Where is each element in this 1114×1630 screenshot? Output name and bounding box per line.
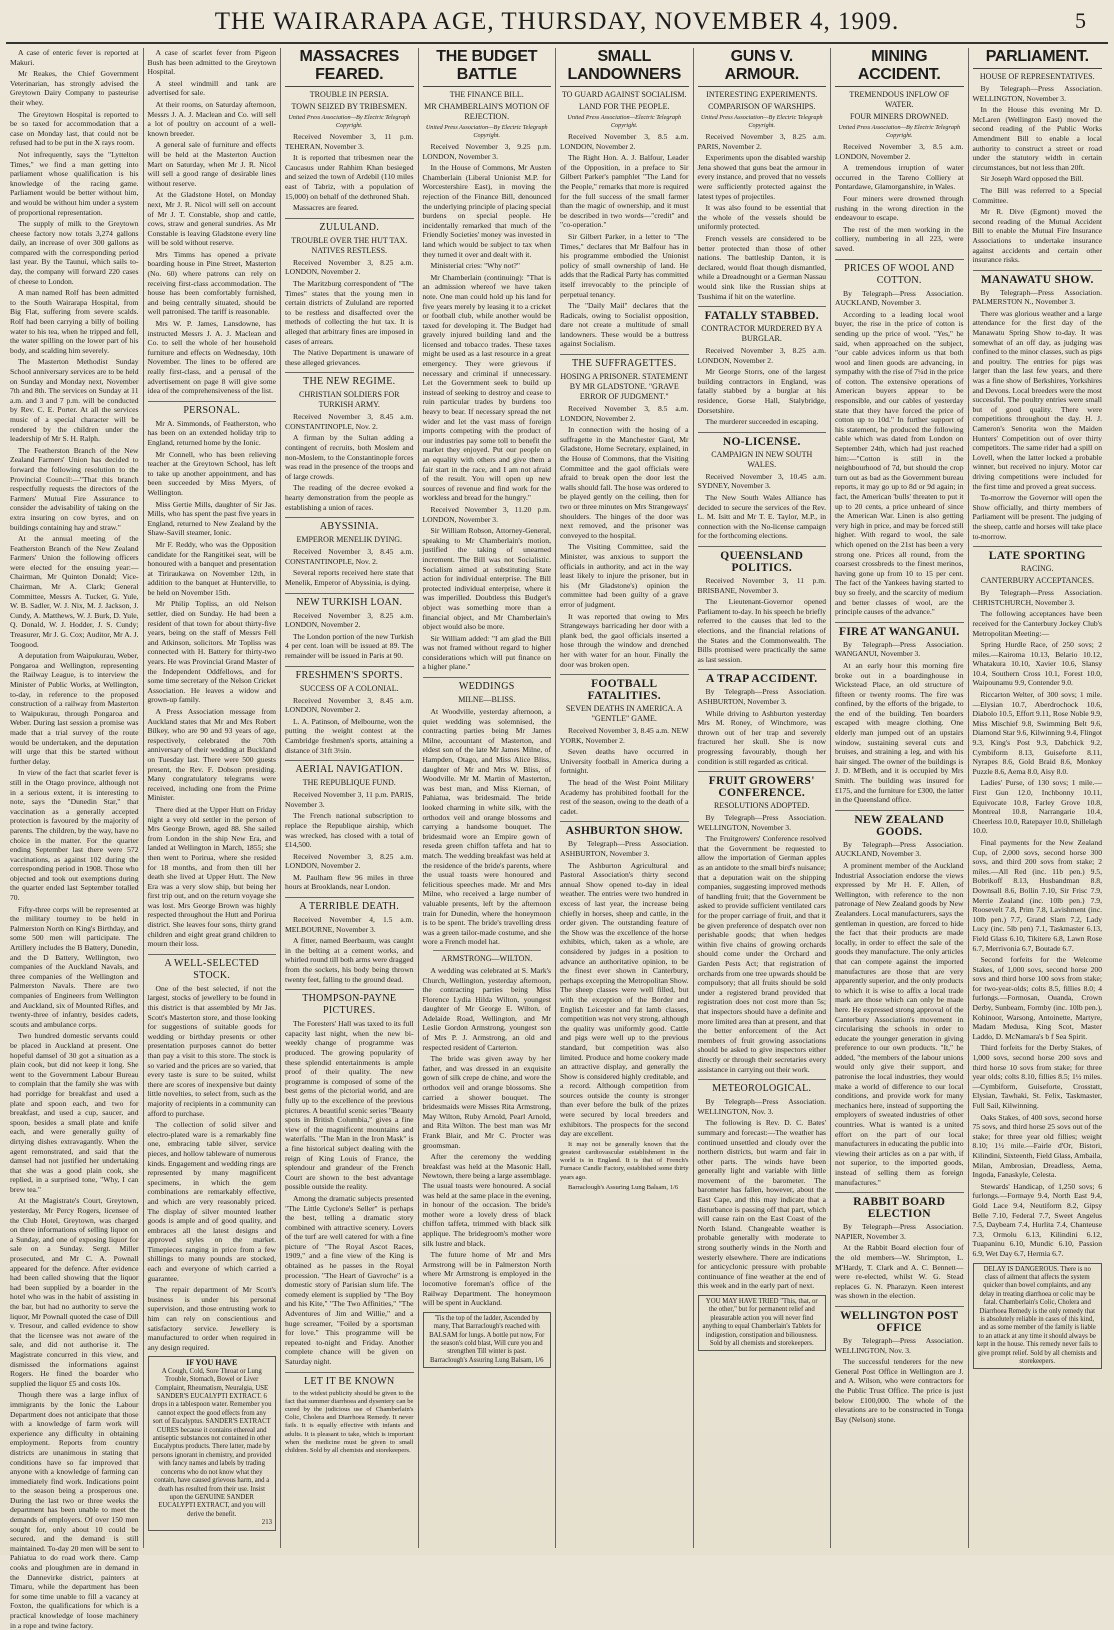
paragraph: Ministerial cries: "Why not?" — [430, 261, 520, 271]
balsam-footer: Barraclough's Assuring Lung Balsam, 1/6 — [568, 1183, 679, 1191]
paragraph: Mr Chamberlain (continuing): "That is an admission whereof we have taken note. One man could hold up his land for five years merely by leasing it to a cricket or football club, while another would be taxed for developing it. The Budget had gravely injured building land and the licensed and tobacco trades. These taxes might be used as a last resource in a great emergency. They were grievous if necessary and criminal if unnecessary. Let the Government seek to build up instead of seeking to destroy and cease to ruin particular trades by burdens too heavy to bear. If necessary spread the net wider and let the vast mass of foreign imports competing with the product of our industries pay some toll to benefit the market they enjoyed. Put our people on an equality with others and give them a fair start in the race, and I am not afraid of the result. You will open up new sources of revenue and find work for the workless and bread for the hungry." — [422, 272, 551, 503]
paragraph: The rest of the men working in the colliery, numbering in all 223, were saved. — [835, 224, 964, 253]
paragraph: The New South Wales Alliance has decided to secure the services of the Rev. L. M. Isitt and Mr T. E. Taylor, M.P., in connection with the No-license campaign for the forthcoming elections. — [697, 493, 826, 541]
manawatu-heading: MANAWATU SHOW. — [973, 270, 1103, 286]
paragraph: Not infrequently, says the "Lyttelton Times," we find a man getting into parliament whose qualification is his knowledge of the racing game. Parliament would be better without him, and would be without him under a system of proportional representation. — [10, 149, 139, 217]
subhead-inflow: TREMENDOUS INFLOW OF WATER. — [849, 90, 950, 109]
subhead-finance-bill: THE FINANCE BILL. — [449, 90, 524, 99]
canterbury-subhead: CANTERBURY ACCEPTANCES. — [980, 576, 1094, 586]
paragraph: Received November 3, 11 p.m. PARIS, November 3. — [285, 790, 414, 809]
paragraph: A wedding was celebrated at S. Mark's Church, Wellington, yesterday afternoon, the contracting parties being Miss Florence Lydia Hilda Wilton, youngest daughter of Mr George E. Wilton, of Adelaide Road, Wellington, and Mr Leslie Gordon Armstrong, youngest son of Mrs P. J. Armstrong, an old and respected resident of Carterton. — [422, 965, 551, 1052]
paragraph: It is reported that tribesmen near the Caucasus under Rahhim Khan besieged and seized the town of Ardebil (110 miles east of Tabriz, with a population of 15,000) on behalf of the dethroned Shah. — [285, 153, 414, 201]
paragraph: At the Rabbit Board election four of the old members—W. Shrimpton, L. M'Hardy, T. Clark and A. C. Bennett—were re-elected, whilst W. G. Stead replaces G. N. Pharazyn. Keen interest was shown in the election. — [835, 1243, 964, 1301]
headline-budget-battle: THE BUDGET BATTLE — [423, 48, 552, 87]
paragraph: The following is Rev. D. C. Bates' summary and forecast:—The weather has continued unsettled and cloudy over the northern districts, but warm and fair in other parts. The winds have been generally light and variable with little movement of the barometer. The barometer has fallen, however, about the East Cape, and this may indicate that a disturbance is passing off that part, which will cause rain on the East Coast of the North Island. Changeable weather is probable generally with moderate to strong southerly winds in the North and westerly elsewhere. There are indications for anticyclonic pressure with probable continuance of fine weather at the end of this week and in the early part of next. — [697, 1118, 826, 1291]
paragraph: The French national subscription to replace the Republique airship, which was wrecked, has closed with a total of £14,500. — [285, 811, 414, 850]
sporting-heading: LATE SPORTING — [973, 546, 1103, 562]
paragraph: A fitter, named Beerbaum, was caught in the belting at a cement works, and whirled round till both arms were dragged from the sockets, his body being thrown twenty feet, falling to the ground dead. — [285, 936, 414, 984]
paragraph: At their rooms, on Saturday afternoon, Messrs J. A. J. Maclean and Co. will sell a lot of poultry on account of a well-known breeder. — [147, 99, 276, 138]
eucalypti-advertisement — [148, 1356, 277, 1530]
aerial-subhead: THE REPUBLIQUE FUND. — [302, 778, 396, 788]
paragraph: By Telegraph—Press Association. NAPIER, November 3. — [835, 1222, 964, 1241]
paragraph: Received November 3, 8.45 a.m. NEW YORK, November 2. — [560, 726, 689, 745]
column-6 — [694, 48, 832, 1548]
paragraph: The successful tenderers for the new General Post Office in Wellington are J. and A. Wilson, who were contractors for the Public Trust Office. The price is just below £100,000. The whole of the elevations are to be constructed in Tonga Bay (Nelson) stone. — [835, 1357, 964, 1424]
wire-credit: United Press Association—By Electric Telegraph Copyright. — [288, 114, 411, 129]
paragraph: The London portion of the new Turkish 4 per cent. loan will be issued at 89. The remainder will be issued in Paris at 90. — [285, 631, 414, 660]
post-office-heading: WELLINGTON POST OFFICE — [835, 1306, 964, 1334]
paragraph: Mr F. Reddy, who was the Opposition candidate for the Rangitikei seat, will be honoured with a banquet and presentation at Tiriraukawa on November 12th, in addition to the banquet at Hunterville, to be held on November 15th. — [147, 539, 276, 597]
meteorological-article — [698, 1097, 827, 1291]
zululand-subhead: TROUBLE OVER THE HUT TAX. NATIVES RESTLESS. — [291, 235, 408, 255]
post-office-article — [835, 1336, 964, 1424]
verse: 'Tis the top of the ladder, Ascended by many, That Barraclough's reached with BALSAM for lungs. A bottle put now, For the season's cold blast, Will cure you and strengthen Till winter is past. — [429, 1314, 545, 1356]
no-license-subhead: CAMPAIGN IN NEW SOUTH WALES. — [711, 449, 813, 469]
paragraph: Riccarton Welter, of 300 sovs; 1 mile.—Elysian 10.7, Aberdrochock 10.6, Diabolo 10.5, Effort 9.11, Rose Noble 9.9, Miss Mischief 9.8, Swimming Belt 9.6, Diamond Star 9.6, Kilwinning 9.4, Flingot 9.3, King's Post 9.3, Dabchick 9.2, Cymbiform 8.13, Guiseforte 8.11, Nyrapes 8.6, Gold Braid 8.6, Monkey Puzzle 8.6, Aema 8.0, Aisy 8.0. — [972, 690, 1102, 776]
subhead-town-seized: TOWN SEIZED BY TRIBESMEN. — [291, 102, 407, 111]
paragraph: By Telegraph—Press Association. WELLINGTON, November 3. — [697, 813, 826, 832]
stabbed-heading: FATALLY STABBED. — [698, 306, 827, 322]
paragraph: Experiments upon the disabled warship Jena showed that guns beat the armour in every instance, and proved that no vessels were sufficiently protected against the latest types of projectiles. — [697, 153, 826, 201]
aerial-article — [285, 790, 414, 892]
regime-heading: THE NEW REGIME. — [285, 372, 414, 388]
paragraph: The Native Department is unaware of these alleged grievances. — [285, 348, 414, 367]
column-8 — [969, 48, 1107, 1548]
freshmen-article — [285, 696, 414, 756]
column-3 — [281, 48, 419, 1548]
abyssinia-heading: ABYSSINIA. — [285, 517, 414, 533]
fruit-heading: FRUIT GROWERS' CONFERENCE. — [698, 771, 827, 799]
stabbed-article — [698, 346, 827, 427]
paragraph: Mrs W. P. James, Lansdowne, has instructed Messrs J. A. J. Maclean and Co. to sell the whole of her household furniture and effects on Wednesday, 10th November. The lines to be offered are really first-class, and a perusal of the advertisement on page 8 will give some idea of the comprehensiveness of the list. — [147, 319, 276, 396]
paragraph: The repair department of Mr Scott's business is under his personal supervision, and those entrusting work to him can rely on conscientious and satisfactory service. Jewellery is manufactured to order when required in any design required. — [147, 1285, 276, 1352]
loan-article — [285, 611, 414, 661]
paragraph: The supply of milk to the Greytown cheese factory now totals 3,274 gallons daily, an increase of over 300 gallons as compared with the corresponding period last year. By the Taunui, which sails to-day, the company will forward 220 cases of cheese to London. — [10, 219, 139, 286]
paragraph: The bride was given away by her father, and was dressed in an exquisite gown of silk crepe de chine, and wore the orthodox veil and orange blossoms. She carried a shower bouquet. The bridesmaids were Misses Rita Armstrong, May Wilton, Ruby Arnold, Pearl Arnold, and Rita Wilton. The best man was Mr Frank Blair, and Mr C. Procter was groomsman. — [422, 1054, 551, 1150]
paragraph: There died at the Upper Hutt on Friday night a very old settler in the person of Mrs George Brown, aged 88. She sailed from London in the ship New Era, and landed at Wellington in March, 1855; she then went to Porirua, where she resided for 18 months, and from then till her death she lived at Upper Hutt. The New Era was a very slow ship, but being her first trip out, and on the return voyage she was lost. Mrs George Brown was highly respected throughout the Hutt and Porirua district. She leaves four sons, thirty grand children and eight great grand children to mourn their loss. — [147, 804, 276, 949]
local-briefs — [148, 48, 277, 396]
paragraph: The Visiting Committee, said the Minister, was anxious to support the officials in authority, and act in the way least likely to injure the prisoner, but in his (Mr Gladstone's) opinion the committee had been guilty of a grave error of judgment. — [560, 542, 689, 609]
queensland-heading: QUEENSLAND POLITICS. — [698, 546, 827, 574]
headline-massacres: MASSACRES FEARED. — [285, 48, 414, 87]
paragraph: According to a leading local wool buyer, the rise in the price of cotton is sending up the price of wool. "Yes," he said, when approached on the subject, "our cable advices inform us that both wool and linen goods are advancing, in sympathy with the rise of 7¼d in the price of cotton. The extensive operations of American buyers appear to be responsible, and our cables of yesterday state that they have forced the price of cotton up to 10d." In further support of his statement, he produced the following cable which was dated from London on September 24th, which had just reached him:—"Cotton is still in the neighbourhood of 7d, but should the crop turn out as bad as the Government bureau reports, it may go up to 8d or 9d again; in fact, the American 'bulls' threaten to put it up to 20 cents, a price unheard of since the American War. Linen is also getting very high in price, and may be forced still higher. With regard to wool, the sale which opened on the 21st has been a very strong one. Prices all round, from the coarsest crossbreds to the finest merinos, having gone up from 10 to 15 per cent. The fact of the Yankees having started to buy so freely, and the scarcity of medium and better classes of wool, are the principle causes of the advance." — [835, 309, 964, 617]
pictures-article — [285, 1019, 414, 1366]
paragraph: The Featherston Branch of the New Zealand Farmers' Union has decided to forward the following resolution to the Provincial Council:—"That this branch respectfully requests the directors of the Farmers' Mutual Fire Assurance to consider the advisability of taking on the extra insuring on cow byres, and on buildings containing hay and straw." — [10, 445, 139, 532]
paragraph: A case of enteric fever is reported at Makuri. — [10, 48, 139, 67]
paragraph: Received November 3, 10.45 a.m. SYDNEY, November 3. — [697, 471, 826, 491]
aerial-heading: AERIAL NAVIGATION. — [285, 760, 414, 776]
paragraph: Mr A. Simmonds, of Featherston, who has been on an extended holiday trip to England, returned home by the Ionic. — [147, 418, 276, 447]
mining-article — [835, 142, 964, 254]
nz-goods-heading: NEW ZEALAND GOODS. — [835, 810, 964, 838]
racing-subhead: RACING. — [1020, 564, 1054, 574]
football-heading: FOOTBALL FATALITIES. — [560, 674, 689, 702]
paragraph: Received November 3, 8.25 a.m. LONDON, November 2. — [285, 851, 414, 871]
no-license-article — [698, 472, 827, 541]
paragraph: At the Magistrate's Court, Greytown, yesterday, Mr Percy Rogers, licensee of the Club Hotel, Greytown, was charged on three informations of selling liquor on a Sunday, and one of exposing liquor for sale on a Sunday. Sergt. Miller prosecuted, and Mr C. A. Pownall appeared for the defence. After evidence had been called showing that the liquor had been supplied by a boarder in the hotel who was in the habit of assisting in the bar, but had no authority to serve the liquor, Mr Pownall quoted the case of Dill v. Tresour, and called evidence to show that the licensee was not aware of the sale, and did not authorise it. The Magistrate concurred in this view, and dismissed the informations against Rogers. He fined the boarder who supplied the liquor £5 and costs 10s. — [10, 1196, 139, 1388]
death-heading: A TERRIBLE DEATH. — [285, 897, 414, 913]
balsam-verse-ad — [423, 1312, 552, 1368]
masthead-title: THE WAIRARAPA AGE, THURSDAY, NOVEMBER 4, 1909. — [214, 8, 900, 35]
paragraph: Received November 3, 11 p.m. TEHERAN, November 3. — [285, 132, 414, 151]
wool-article — [835, 289, 964, 617]
fire-heading: FIRE AT WANGANUI. — [835, 622, 964, 638]
paragraph: Sir Joseph Ward opposed the Bill. — [980, 174, 1084, 184]
abyssinia-subhead: EMPEROR MENELIK DYING. — [296, 535, 403, 545]
subhead-warships: COMPARISON OF WARSHIPS. — [708, 102, 816, 111]
paragraph: The murderer succeeded in escaping. — [705, 417, 819, 427]
paragraph: In connection with the hosing of a suffragette in the Manchester Gaol, Mr Gladstone, Home Secretary, explained, in the House of Commons, that the Visiting Committee and the gaol officials were afraid to break open the door lest the walls should fall. The hose was ordered to be played gently on the ceiling, then for two or three minutes on Mrs Strangeways' shoulders. The hinges of the door was next removed, and the prisoner was conveyed to the hospital. — [560, 425, 689, 540]
paragraph: Received November 4, 1.5 a.m. MELBOURNE, November 3. — [285, 915, 414, 934]
personal-items — [148, 419, 277, 949]
freshmen-heading: FRESHMEN'S SPORTS. — [285, 666, 414, 682]
paragraph: Sir Gilbert Parker, in a letter to "The Times," declares that Mr Balfour has in his programme embodied the Unionist policy of small ownership of land. He adds that the Radical Party has committed itself irrevocably to the principle of perpetual tenancy. — [560, 231, 689, 299]
wire-credit: United Press Association—By Electric Telegraph Copyright. — [838, 124, 961, 139]
headline-guns-armour: GUNS V. ARMOUR. — [698, 48, 827, 87]
paragraph: French vessels are considered to be better protected than those of other nations. The battleship Danton, it is declared, would float though dismantled, while a Dreadnought or a German Nassau would sink like the Russian ships at Tsushima if hit on the waterline. — [697, 233, 826, 301]
paragraph: Received November 3, 11.20 p.m. LONDON, November 3. — [422, 504, 551, 524]
paragraph: At Woodville, yesterday afternoon, a quiet wedding was solemnised, the contracting parties being Mr James Milne, accountant of Masterton, and eldest son of the late Mr James Milne, of Hampden, Otago, and Miss Alice Bliss, daughter of Mr and Mrs W. Bliss, of Woodville. Mr M. Martin of Masterton, was best man, and Miss Kiernan, of Pahiatua, was bridesmaid. The bride looked charming in white silk, with the orthodox veil and orange blossoms and carrying a handsome bouquet. The bridesmaid wore an Empire gown of reseda green chiffon taffeta and hat to match. The wedding breakfast was held at the residence of the bride's parents, where the usual toasts were honoured and felicitious speeches made. Mr and Mrs Milne, who received a large number of valuable presents, left by the afternoon train for Dunedin, where the honeymoon is to be spent. The bride's travelling dress was a green tailor-made costume, and she wore a French model hat. — [422, 707, 551, 947]
meteorological-heading: METEOROLOGICAL. — [698, 1079, 827, 1095]
paragraph: Mr Reakes, the Chief Government Veterinarian, has strongly advised the Greytown Dairy Company to pasteurise their whey. — [10, 69, 139, 107]
paragraph: It was reported that owing to Mrs Strangeways barricading her door with a plank bed, the gaol officials inserted a hose through the window and drenched her with water for an hour. Finally the door was broken open. — [560, 611, 689, 669]
paragraph: Received November 3, 8.45 a.m. LONDON, November 2. — [285, 695, 414, 715]
paragraph: A tremendous irruption of water occurred in the Tareno Colliery at Pontardawe, Glamorganshire, in Wales. — [835, 163, 964, 192]
page-number: 5 — [1075, 8, 1086, 33]
no-license-heading: NO-LICENSE. — [698, 432, 827, 448]
subhead-socialism: TO GUARD AGAINST SOCIALISM. — [561, 90, 687, 99]
paragraph: The Fruitgrowers' Conference resolved that the Government be requested to allow the importation of German apples as an antidote to the small bird's nuisance; that a deputation wait on the shipping companies, suggesting improved methods of handling fruit; that the Government be asked to provide sufficient ventilated cars for the proper carriage of fruit, and that it be given preference of despatch over non perishable goods; that when hedges within five chains of growing orchards should come under the Orchard and Garden Pests Act; that registration of orchards from one tree upwards should be compulsory; that all fruits should be sold under a registered brand provided that registration does not cost more than 5s; that inspectors should have a definite and more limited area than at present, and that the better enforcement of the Act members of fruit growing associations should be asked to give inspectors either directly or through their secretaries every assistance in carrying out their work. — [697, 834, 826, 1074]
paragraph: Fifty-three corps will be represented at the military tourney to be held in Palmerston North on King's Birthday, and some 500 men will participate. The Artillery includes the B Battery, Dunedin, and the D Battery, Wellington, two companies of the Auckland Navals, and three companies of the Wellington and Palmerston Navals. There are two companies of Engineers from Wellington and Auckland, six of Mounted Rifles, and twenty-three of infantry, besides cadets, scouts and ambulance corps. — [10, 904, 139, 1029]
column-4 — [419, 48, 557, 1548]
ashburton-heading: ASHBURTON SHOW. — [560, 821, 689, 837]
paragraph: Several reports received here state that Menelik, Emperor of Abyssinia, is dying. — [285, 568, 414, 587]
ashburton-article — [560, 839, 689, 1138]
paragraph: Though there was a large influx of immigrants by the Ionic the Labour Department does not anticipate that those with a knowledge of farm work will experience any difficulty in obtaining employment. Reports from country districts are unanimous in stating that conditions have so far improved that anyone with a knowledge of farming can immediately find work. Indications point to the season being a prosperous one. During the last two or three weeks the department has been unable to meet the demands of employers. Of over 150 men sought for, only about 10 could be secured, and the demand is still maintained. To-day 20 men will be sent to Pahiatua to do road work there. Camp cooks and ploughmen are in demand in the Dannevirke district, painters at Timaru, while the department has been for some time unable to fill a vacancy at Foxton, the qualifications for which is a practical knowledge of loose machinery in a rope and twine factory. — [10, 1390, 139, 1630]
paragraph: Massacres are feared. — [293, 203, 359, 213]
paragraph: Seven deaths have occurred in University football in America during a fortnight. — [560, 747, 689, 776]
milne-bliss-article — [423, 707, 552, 947]
freshmen-subhead: SUCCESS OF A COLONIAL. — [299, 683, 399, 693]
masthead-rule — [6, 42, 1108, 44]
subhead-drowned: FOUR MINERS DROWNED. — [850, 112, 949, 121]
headline-small-landowners: SMALL LANDOWNERS — [560, 48, 689, 87]
death-article — [285, 915, 414, 984]
paragraph: A prominent member of the Auckland Industrial Association endorse the views expressed by Mr H. F. Allen, of Wellington, with reference to the non patronage of New Zealand goods by New Zealanders. Local manufacturers, says the gentleman in question, are forced to hide the fact that their products are made locally, in order to effect the sale of the goods they manufacture. The only articles that can compete against the imported manufactures are those that are very apparently superior, and the only products to which it is wise to affix a local trade mark are those which can only be made here. He expressed strong approval of the Canterbury Association's movement in circularising the schools in order to educate the younger generation in giving preference to our own products. "It," he added, "the members of the labour unions would only give their support, and patronise the local industries, they would make a world of difference to our local conditions, and provide work for many mechanics here, instead of supporting the employers of sweated industries of other countries. What is wanted is a united effort on the part of our local manufacturers in educating the public into viewing their articles as on a par with, if not superior, to the imported goods, instead of selling them as foreign manufactures." — [835, 861, 964, 1187]
paragraph: By Telegraph—Press Association. AUCKLAND, November 3. — [835, 288, 964, 308]
paragraph: After the ceremony the wedding breakfast was held at the Masonic Hall, Newtown, there being a large assemblage. The usual toasts were honoured. A social was held at the same place in the evening, in honour of the occasion. The bride's mother wore a lovely dress of black chiffon taffeta, trimmed with black silk applique. The bridegroom's mother wore silk lustre and black. — [422, 1152, 551, 1248]
paragraph: Received November 3, 8.25 a.m. LONDON, November 2. — [285, 610, 414, 630]
subhead-land: LAND FOR THE PEOPLE. — [578, 102, 670, 111]
paragraph: Among the dramatic subjects presented "The Little Cyclone's Seller" is perhaps the best, telling a dramatic story combined with attractive scenery. Lovers of the turf are well catered for with a fine picture of "The Royal Ascot Races, 1909," and a fine view of the King is obtained as he passes in the Royal procession. "The Heart of Gavroche" is a domestic story of Parisian slum life. The comedy element is supplied by "The Boy and his Kite," "The Two Affinities," "The Adventures of Jim and Willie," and a huge screamer, "Foiled by a sportsman for love." This programme will be repeated to-night and Friday. Another complete chance will be given on Saturday night. — [285, 1193, 414, 1366]
paragraph: The future home of Mr and Mrs Armstrong will be in Palmerston North where Mr Armstrong is employed in the locomotive foreman's office of the Railway Department. The honeymoon will be spent in Auckland. — [422, 1250, 551, 1308]
paragraph: At the annual meeting of the Featherston Branch of the New Zealand Farmers' Union the following officers were elected for the ensuing year:—Chairman, Mr Quinton Donald; Vice-Chairman, Mr A. Clark; General Committee, Messrs A. Tucker, G. Yule, W. B. Sadler, W. J. Nix, M. J. Jackson, J. Cundy, A. Matthews, W. J. Burk, D. Yule, Q. Donald, W. J. Hodder, J. S. Cundy; Treasurer, Mr J. G. Cox; Auditor, Mr A. J. Toogood. — [10, 534, 139, 649]
weddings-heading: WEDDINGS — [423, 677, 552, 693]
paragraph: It was also found to be essential that the whole of the vessels should be uniformly protected. — [697, 203, 826, 232]
paragraph: By Telegraph—Press Association. ASHBURTON, November 3. — [697, 687, 826, 706]
paragraph: A general sale of furniture and effects will be held at the Masterton Auction Mart on Saturday, when Mr J. R. Nicol will sell a good range of desirable lines without reserve. — [147, 140, 276, 188]
wire-credit: United Press Association—Electric Telegraph Copyright. — [567, 114, 682, 129]
paragraph: At the Gladstone Hotel, on Monday next, Mr J. R. Nicol will sell on account of Mr J. T. Constable, shop and cattle, cows, straw and general sundries. As Mr Constable is leaving Gladstone every line will be sold without reserve. — [147, 190, 276, 248]
paragraph: By Telegraph—Press Association. PALMERSTON N., November 3. — [972, 287, 1102, 307]
fruit-article — [698, 813, 827, 1074]
headline-parliament: PARLIAMENT. — [973, 48, 1103, 69]
paragraph: By Telegraph—Press Association. CHRISTCHURCH, November 3. — [972, 588, 1102, 607]
football-article — [560, 726, 689, 816]
column-5 — [556, 48, 694, 1548]
paragraph: By Telegraph—Press Association. WELLINGTON, November 3. — [972, 84, 1102, 103]
ad-body: A Cough, Cold, Sore Throat or Lung Trouble, Stomach, Bowel or Liver Complaint, Rheumatism, Neuralgia, USE SANDER'S EUCALYPTI EXTRACT. 6 drops in a tablespoon water. Remember you cannot expect the good effects from any sort of Eucalyptus. SANDER'S EXTRACT CURES because it contains ethereal and antiseptic substances not contained in other Eucalyptus products. There latter, made by persons ignorant in chemistry, and provided with fancy names and labels by trading concerns who do not know what they contain, have caused grievous harm, and a death has resulted from their use. Insist upon the GENUINE SANDER EUCALYPTI EXTRACT, and you will derive the benefit. — [152, 1367, 272, 1518]
budget-article — [423, 142, 552, 672]
column-2 — [144, 48, 282, 1548]
paragraph: Mr R. Dive (Egmont) moved the second reading of the Mutual Accident Bill to enable the Mutual Fire Insurance Associations to undertake insurance against accidents and certain other insurance risks. — [972, 207, 1102, 265]
known-article: to the widest publicity should be given to the fact that summer diarrhoea and dysentery can be cured by the judicious use of Chamberlain's Colic, Cholera and Diarrhoea Remedy. It never fails. It is equally effective with infants and adults. It is pleasant to take, which is important when the medicine must be given to small children. Sold by all chemists and storekeepers. — [285, 1389, 414, 1455]
paragraph: A man named Rolf has been admitted to the South Wairarapa Hospital, from Big Flat, suffering from severe scalds. Rolf had been carrying a billy of boiling water to his tea, when he tripped and fell, the water spilling on the lower part of his body, and scalding him severely. — [10, 288, 139, 355]
subhead-persia: TROUBLE IN PERSIA. — [309, 90, 389, 99]
paragraph: Miss Gertie Mills, daughter of Sir Jas. Mills, who has spent the past five years in England, returned to New Zealand by the Shaw-Savill steamer, Ionic. — [147, 499, 276, 538]
paragraph: Oaks Stakes, of 400 sovs, second horse 75 sovs, and third horse 25 sovs out of the stake; for three year old fillies; weight 8.10; 1½ mile.—Fairle d'Or, Bistori, Kilindini, Sixteenth, Field Glass, Ambaila, Milan, Ambrosian, Dreadless, Aema, Ingoda, Fanaskyle, Celesta. — [972, 1112, 1103, 1180]
rabbit-article — [835, 1222, 964, 1301]
paragraph: In the House of Commons, Mr Austen Chamberlain (Liberal Unionist M.P. for Worcestershire East), in moving the rejection of the Finance Bill, denounced the underlying principle of placing special burdens on special people. He incidentally remarked that much of the Friendly Societies' money was invested in land which would be subject to tax when they turned it over and dealt with it. — [422, 163, 551, 259]
verse-footer: Barraclough's Assuring Lung Balsam, 1/6 — [429, 1356, 544, 1364]
paragraph: Sir William added: "I am glad the Bill was not framed without regard to higher considerations which will put finance on a higher plane." — [422, 633, 551, 672]
suffragettes-heading: THE SUFFRAGETTES. — [560, 354, 689, 370]
personal-heading: PERSONAL. — [148, 401, 277, 417]
paragraph: A Press Association message from Auckland states that Mr and Mrs Robert Bilkey, who are 90 and 93 years of age, respectively, celebrated the 70th anniversary of their wedding at Buckland on Tuesday last. There were 500 guests present, the Rev. F. Dobson presiding. Many congratulatory telegrams were received, including one from the Prime Minister. — [147, 707, 276, 803]
ad-footer: 213 — [261, 1519, 272, 1527]
milne-bliss-subhead: MILNE—BLISS. — [458, 695, 516, 705]
regime-article — [285, 412, 414, 512]
paragraph: Stewards' Handicap, of 1,250 sovs; 6 furlongs.—Formaye 9.4, North East 9.4, Gold Lace 9.4, Neutiform 8.2, Gipsy Belle 7.10, Federal 7.7, Sweet Angelus 7.5, Daybeam 7.4, Hurlita 7.4, Chanteuse 7.3, Ormolu 6.13, Kilindini 6.12, Tuapaninu 6.10, Mundic 6.10, Passion 6.9, Wet Day 6.7, Hermia 6.7. — [972, 1181, 1102, 1258]
paragraph: Received November 3, 8.45 a.m. CONSTANTINOPLE, Nov. 2. — [285, 412, 414, 431]
delay-advertisement: DELAY IS DANGEROUS. There is no class of ailment that affects the system quicker than bowel complaints, and any delay in treating diarrhoea or colic may be fatal. Chamberlain's Colic, Cholera and Diarrhoea Remedy is the only remedy that is absolutely reliable in cases of this kind, and as some member of the family is liable to an attack at any time it should always be kept in the house. This remedy never fails to give prompt relief. Sold by all chemists and storekeepers. — [973, 1263, 1103, 1370]
paragraph: Received November 3, 8.5 a.m. LONDON, November 2. — [560, 132, 689, 151]
paragraph: The Bill was referred to a Special Committee. — [972, 185, 1102, 205]
pictures-heading: THOMPSON-PAYNE PICTURES. — [285, 989, 414, 1017]
paragraph: Received November 3, 8.25 a.m. LONDON, November 2. — [285, 257, 414, 277]
paragraph: Received November 3, 8.5 a.m. LONDON, November 2. — [560, 404, 689, 423]
masthead — [0, 0, 1114, 44]
armstrong-wilton-article — [423, 966, 552, 1308]
queensland-article — [698, 576, 827, 664]
paragraph: Received November 3, 8.25 a.m. LONDON, November 2. — [697, 346, 826, 365]
paragraph: The Foresters' Hall was taxed to its full capacity last night, when the new bi-weekly change of programme was produced. The growing popularity of these splendid entertainments is ample proof of their quality. The new programme is composed of some of the best gems of the pictorial world, and are fully up to the excellence of the previous pictures. A beautiful scenic series "Beauty spots in British Columbia," gives a fine view of the magnificent mountains and waterfalls. "The Man in the Iron Mask" is a fine historical subject dealing with the reign of King Louis of France, the splendour and grandeur of the French Court are shown to the best advantage possible outside the reality. — [285, 1019, 414, 1192]
sporting-article — [973, 588, 1103, 1258]
known-heading: LET IT BE KNOWN — [285, 1372, 414, 1388]
paragraph: To-morrow the Governor will open the Show officially, and thirty members of Parliament will be present. The judging of the sheep, cattle and horses will take place to-morrow. — [972, 493, 1102, 541]
subhead-representatives: HOUSE OF REPRESENTATIVES. — [979, 72, 1095, 81]
paragraph: Received November 3, 9.25 p.m. LONDON, November 3. — [422, 142, 551, 161]
paragraph: Mrs Timms has opened a private boarding house in Pine Street, Masterton (No. 60) where patrons can rely on receiving first-class accommodation. The house has been comfortably furnished, and being centrally situated, should be well patronised. The tariff is reasonable. — [147, 249, 276, 317]
stabbed-subhead: CONTRACTOR MURDERED BY A BURGLAR. — [701, 324, 823, 344]
paragraph: Received November 3, 8.5 a.m. LONDON, November 2. — [835, 142, 964, 161]
paragraph: Two hundred domestic servants could be placed in Auckland at present. One hopeful damsel of 30 got a situation as a plain cook, but did not keep it long. She went to the Government Labour Bureau to complain that the family she was with had porridge for breakfast and used a plate and spoon each, and two for breakfast, and used a cup, saucer, and spoon, besides a small plate and knife each, and were generally guilty of dirtying dishes extravagantly. When the agent remonstrated, and said that the damsel had not justified her undertaking that she was a good plain cook, she replied, in a surprised tone, "Why, I can brew tea." — [10, 1031, 139, 1194]
paragraph: The Masterton Methodist Sunday School anniversary services are to be held on Sunday and Monday next, November 7th and 8th. The services on Sunday at 11 a.m. and 3 and 7 p.m. will be conducted by Rev. C. E. Porter. At all the services music of a special character will be rendered by the children under the leadership of Mr S. H. Ralph. — [10, 357, 139, 444]
column-7 — [831, 48, 969, 1548]
zululand-article — [285, 258, 414, 368]
wire-credit: United Press Association—By Electric Telegraph Copyright. — [425, 124, 548, 139]
paragraph: Received November 3, 8.25 a.m. PARIS, November 2. — [697, 132, 826, 151]
regime-subhead: CHRISTIAN SOLDIERS FOR TURKISH ARMY. — [299, 390, 400, 410]
paragraph: Four miners were drowned through rushing in the wrong direction in the endeavour to escape. — [835, 193, 964, 223]
nz-goods-article — [835, 840, 964, 1187]
paragraph: The collection of solid silver and electro-plated ware is a remarkably fine one, embracing table silver, service pieces, and hollow tableware of numerous kinds. Engagement and wedding rings are represented by many magnificent specimens, in which the gem combinations are remarkably effective, and which are very reasonably priced. The display of silver mounted leather goods is ample and of good quality, and embraces all the latest designs and approved styles on the market. Timepieces ranging in price from a few shillings to many pounds are stocked, each and everyone of which carried a guarantee. — [147, 1120, 276, 1283]
wire-credit: United Press Association—By Electric Telegraph Copyright. — [700, 114, 823, 129]
wool-heading: PRICES OF WOOL AND COTTON. — [835, 259, 964, 287]
paragraph: A firman by the Sultan adding a contingent of recruits, both Moslem and non-Moslem, to the Constantinople forces was read in the presence of the troops and of large crowds. — [285, 433, 414, 481]
paragraph: By Telegraph—Press Association. WANGANUI, November 3. — [835, 639, 964, 659]
paragraph: M. Paulham flew 96 miles in three hours at Brooklands, near London. — [285, 872, 414, 892]
zululand-heading: ZULULAND. — [285, 218, 414, 234]
guns-article — [698, 132, 827, 301]
paragraph: A case of scarlet fever from Pigeon Bush has been admitted to the Greytown Hospital. — [147, 48, 276, 77]
tablets-advertisement: YOU MAY HAVE TRIED "This, that, or the other," but for permanent relief and pleasurable action you will never find anything to equal Chamberlain's Tablets for indigestion, constipation and biliousness. Sold by all chemists and storekeepers. — [698, 1295, 827, 1351]
armstrong-wilton-subhead: ARMSTRONG—WILTON. — [441, 953, 533, 963]
loan-heading: NEW TURKISH LOAN. — [285, 593, 414, 609]
suffragettes-subhead: HOSING A PRISONER. STATEMENT BY MR GLADSTONE. "GRAVE ERROR OF JUDGMENT." — [560, 372, 689, 402]
paragraph: L. A. Patinson, of Melbourne, won the putting the weight contest at the Cambridge freshmen's sports, attaining a distance of 31ft 3½in. — [285, 716, 414, 755]
paragraph: Ladies' Purse, of 130 sovs; 1 mile.—First Gun 12.0, Inchbonny 10.11, Equivocate 10.8, Farley Grove 10.8, Montreal 10.8, Narrangarie 10.4, Cheerless 10.0, Ratepayer 10.0, Shillelagh 10.0. — [972, 778, 1102, 836]
paragraph: One of the best selected, if not the largest, stocks of jewellery to be found in this district is that assembled by Mr Jas. Scott's Masterton store, and those looking for suggestions of suitable goods for wedding or birthday presents or other presentation purposes cannot do better than pay a visit to this store. The stock is so varied and the prices are so varied, that every taste is sure to be suited, whilst there are scores of inexpensive but dainty little novelties, to select from, such as the majority of recipients in a community can afford to purchase. — [147, 983, 276, 1118]
manawatu-article — [973, 288, 1103, 541]
subhead-experiments: INTERESTING EXPERIMENTS. — [706, 90, 818, 99]
paragraph: The Ashburton Agricultural and Pastoral Association's thirty second annual Show opened to-day in ideal weather. The entries were two hundred in excess of last year, the increase being chiefly in horses, sheep and cattle, in the order given. The outstanding feature of the Show was the excellence of the horse exhibits, which, taken as a whole, are considered by judges in a position to advance an authoritative opinion, to be the finest ever shown in Canterbury, perhaps excepting the Metropolitan Show. The sheep classes were well filled, but with the exception of the Border and English Leicester and fat lamb classes, competition was not very strong, although the quality was uniformly good. Cattle and pigs were well up to the previous standard, but competition was also limited. Produce and home cookery made an attractive display, and generally the Show is considered highly creditable, and a record. Although competition from sources outside the county is stronger than ever before the bulk of the prizes were secured by local breeders and exhibitors. The prospects for the second day are excellent. — [560, 860, 689, 1139]
subhead-rejection: MR CHAMBERLAIN'S MOTION OF REJECTION. — [424, 102, 550, 121]
paragraph: A deputation from Waipukurau, Weber, Pongaroa and Wellington, representing the Railway League, is to interview the Minister of Public Works, at Wellington, to-day, in reference to the proposed construction of a railway from Masterton to Waipukurau, through Pongaroa and Weber. During last session a promise was made that a trial survey of the route would be undertaken, and the deputation will urge that this be started without further delay. — [10, 651, 139, 766]
paragraph: The reading of the decree evoked a hearty demonstration from the people as establishing a union of races. — [285, 483, 414, 512]
headline-mining-accident: MINING ACCIDENT. — [835, 48, 964, 87]
paragraph: There was glorious weather and a large attendance for the first day of the Manawatu Spring Show to-day. It was somewhat of an off day, as judging was confined to the minor classes, such as pigs and poultry. The entries for pigs was larger than the last few years, and there was a fine show of Berkshires, Yorkshires and Devons. Local breeders were the most successful. The poultry entries were small but of good quality. There were competitions throughout the day. H. J. Cameron's Senorita won the Maiden Hunters' Competition out of over thirty competitors. The same rider had a spill on Lovell, when the latter locked a probable winner, but received no injury. Motor car driving competitions were included for the first time and proved a great success. — [972, 308, 1102, 491]
suffragettes-article — [560, 404, 689, 669]
paragraph: The head of the West Point Military Academy has prohibited football for the rest of the season, owing to the death of a cadet. — [560, 778, 689, 816]
paragraph: Sir William Robson, Attorney-General, speaking to Mr Chamberlain's motion, justified the taking of unearned increment. The Bill was not Socialistic. Socialism aimed at substituting State action for individual enterprise. The Bill protected individual enterprise, where it was imperilled. Doubtless this Budget's object was something more than a financial object, and Mr Chamberlain's object would also be more. — [422, 526, 551, 632]
stock-heading: A WELL-SELECTED STOCK. — [148, 954, 277, 982]
stock-article — [148, 984, 277, 1353]
paragraph: While driving to Ashburton yesterday Mrs M. Roney, of Winchmore, was thrown out of her trap and severely fractured her skull. She is now progressing favourably, though her condition is still regarded as critical. — [697, 708, 826, 766]
rabbit-heading: RABBIT BOARD ELECTION — [835, 1192, 964, 1220]
paragraph: A steel windmill and tank are advertised for sale. — [147, 78, 276, 98]
paragraph: The Greytown Hospital is reported to be so taxed for accommodation that a case on Monday last, that could not be refused had to be put in the X rays room. — [10, 109, 139, 148]
paragraph: Received November 3, 11 p.m. BRISBANE, November 3. — [697, 576, 826, 595]
paragraph: The Right Hon. A. J. Balfour, Leader of the Opposition, in a preface to Sir Gilbert Parker's pamphlet "The Land for the People," remarks that more is required for the full success of the small farmer than the magic of ownership, and it must be described in two words—"credit" and "co-operation." — [560, 153, 689, 230]
paragraph: In the House this evening Mr D. McLaren (Wellington East) moved the second reading of the Public Works Amendment Bill to enable a local authority to construct a street or road under the statutory width in certain circumstances, but not less than 20ft. — [972, 105, 1102, 172]
paragraph: Third forfeits for the Derby Stakes, of 1,000 sovs, second horse 200 sovs and third horse 10 sovs from stake; for three year olds; colts 8.10, fillies 8.5; 1½ miles.—Cymbiform, Guiseforte, Crosstatt, Elysian, Tawhaki, St. Felix, Taskmaster, Full Sail, Kilwinning. — [972, 1043, 1102, 1110]
paragraph: In view of the fact that scarlet fever is still in the Otago province, although not in a serious extent, it is interesting to note, says the "Dunedin Star," that vaccination as a generally accepted protection is favoured by the majority of parents. The children, by the way, have no choice in the matter. For the quarter ending September last there were 572 vaccinations, as against 102 during the corresponding period in 1908. Those who objected and took out exemptions during the quarter ended last September totalled 70. — [10, 768, 139, 903]
abyssinia-article — [285, 547, 414, 587]
trap-article — [698, 687, 827, 766]
paragraph: Received November 3, 8.45 a.m. CONSTANTINOPLE, Nov. 2. — [285, 547, 414, 566]
paragraph: By Telegraph—Press Association. WELLINGTON, Nov. 3. — [697, 1097, 826, 1116]
paragraph: Final payments for the New Zealand Cup, of 2,000 sovs, second horse 300 sovs, and third 200 sovs from stake; 2 miles.—All Red (inc. 11b pen.) 9.5, Bobrikoff 8.13, Husbandman 8.8, Downsall 8.6, Bollin 7.10, Sir Frisc 7.9, Merrie Zealand (inc. 10lb pen.) 7.9, Roosevelt 7.8, Prim 7.8, Lavishment (inc. 10lb pen.) 7.7, Grand Slam 7.2, Lady Lucy (inc. 5lb pen) 7.1, Taskmaster 6.13, Field Glass 6.10, Tikitere 6.8, Lawn Rose 6.7, Merrivonia 6.7, Boutade 6.7. — [972, 837, 1102, 953]
fire-article — [835, 640, 964, 805]
parliament-article — [973, 84, 1103, 265]
persia-article — [285, 132, 414, 213]
paragraph: The "Daily Mail" declares that the Radicals, owing to Socialist opposition, dare not create a multitude of small landowners. These would be a buttress against Socialism. — [560, 301, 689, 349]
paragraph: Spring Hurdle Race, of 250 sovs; 2 miles.—Kairoma 10.13, Belario 10.12, Whatakura 10.10, Xavier 10.6, Slansy 10.4, Southern Cross 10.1, Forest 10.0, Waipounamu 9.9, Contender 9.0. — [972, 640, 1102, 688]
fruit-subhead: RESOLUTIONS ADOPTED. — [713, 801, 810, 811]
paragraph: Mr Connell, who has been relieving teacher at the Greytown School, has left to take up another appointment, and has been succeeded by Miss Myers, of Wellington. — [147, 449, 276, 497]
paragraph: Second forfeits for the Welcome Stakes, of 1,000 sovs, second horse 200 sovs and third horse 100 sovs from stake; for two-year-olds; colts 8.5, fillies 8.0; 4 furlongs.—Formosan, Ouanda, Crown Derby, Sunbeam, Formby (inc. 10lb pen.), Kohinoor, Warsong, Antoinette, Martyre, Madam Medusa, King Scot, Master Laddo, D. McNamara's b f Sea Spirit. — [972, 955, 1102, 1041]
divider — [433, 950, 542, 951]
paragraph: The following acceptances have been received for the Canterbury Jockey Club's Metropolitan Meeting:— — [972, 609, 1102, 638]
paragraph: By Telegraph—Press Association. ASHBURTON, November 3. — [560, 839, 689, 859]
column-1 — [6, 48, 144, 1630]
ad-heading: IF YOU HAVE — [186, 1358, 238, 1368]
news-briefs — [10, 48, 139, 1630]
paragraph: Mr George Storrs, one of the largest building contractors in England, was fatally stabbed by a burglar at his residence, Gorse Hall, Stalybridge, Dorsetshire. — [697, 367, 826, 415]
trap-heading: A TRAP ACCIDENT. — [698, 669, 827, 685]
football-subhead: SEVEN DEATHS IN AMERICA. A "GENTLE" GAME. — [565, 704, 683, 724]
paragraph: The Maritzburg correspondent of "The Times" states that the young men in certain districts of Zululand are reported to be restless and disaffected over the methods of collecting the hut tax. It is alleged that arbitrary fines are imposed in cases of arrears. — [285, 278, 414, 346]
paragraph: At an early hour this morning fire broke out in a boardinghouse in Wickstead Place, an old structure of fifteen or twenty rooms. The fire was confined, by the efforts of the brigade, to the end of the building. Ten boarders escaped with meagre clothing. One elderly man jumped out of an upstairs window, sustaining several cuts and bruises, and straining a leg, and with his hair singed. The owner of the buildings is J. D. M'Beth, and it is occupied by Mrs Smith. The building was insured for £175, and the furniture for £300, the latter in the Queensland office. — [835, 660, 964, 805]
paragraph: The Lieutenant-Governor opened Parliament to-day. In his speech he briefly referred to the causes that led to the elections, and the financial relations of the States and the Commonwealth. The Bills promised were practically the same as last session. — [697, 597, 826, 664]
french-small-item: It may not be generally known that the greatest cardiovascular establishment in the world is in England. It is that of French's Furnace Candle Factory, established some thirty years ago. — [560, 1140, 689, 1181]
paragraph: Mr Philip Topliss, an old Nelson settler, died on Sunday. He had been a resident of that town for about thirty-five years, being on the staff of Messrs Fell and Atkinson, solicitors. Mr Topliss was connected with H. Battery for thirty-two years. He was Provincial Grand Master of the Independent Oddfellows, and for some time secretary of the Nelson Cricket Association. He leaves a widow and grown-up family. — [147, 599, 276, 705]
columns — [6, 48, 1106, 1630]
paragraph: By Telegraph—Press Association. WELLINGTON, Nov. 3. — [835, 1335, 964, 1355]
paragraph: By Telegraph—Press Association. AUCKLAND, November 3. — [835, 839, 964, 859]
landowners-article — [560, 132, 689, 349]
